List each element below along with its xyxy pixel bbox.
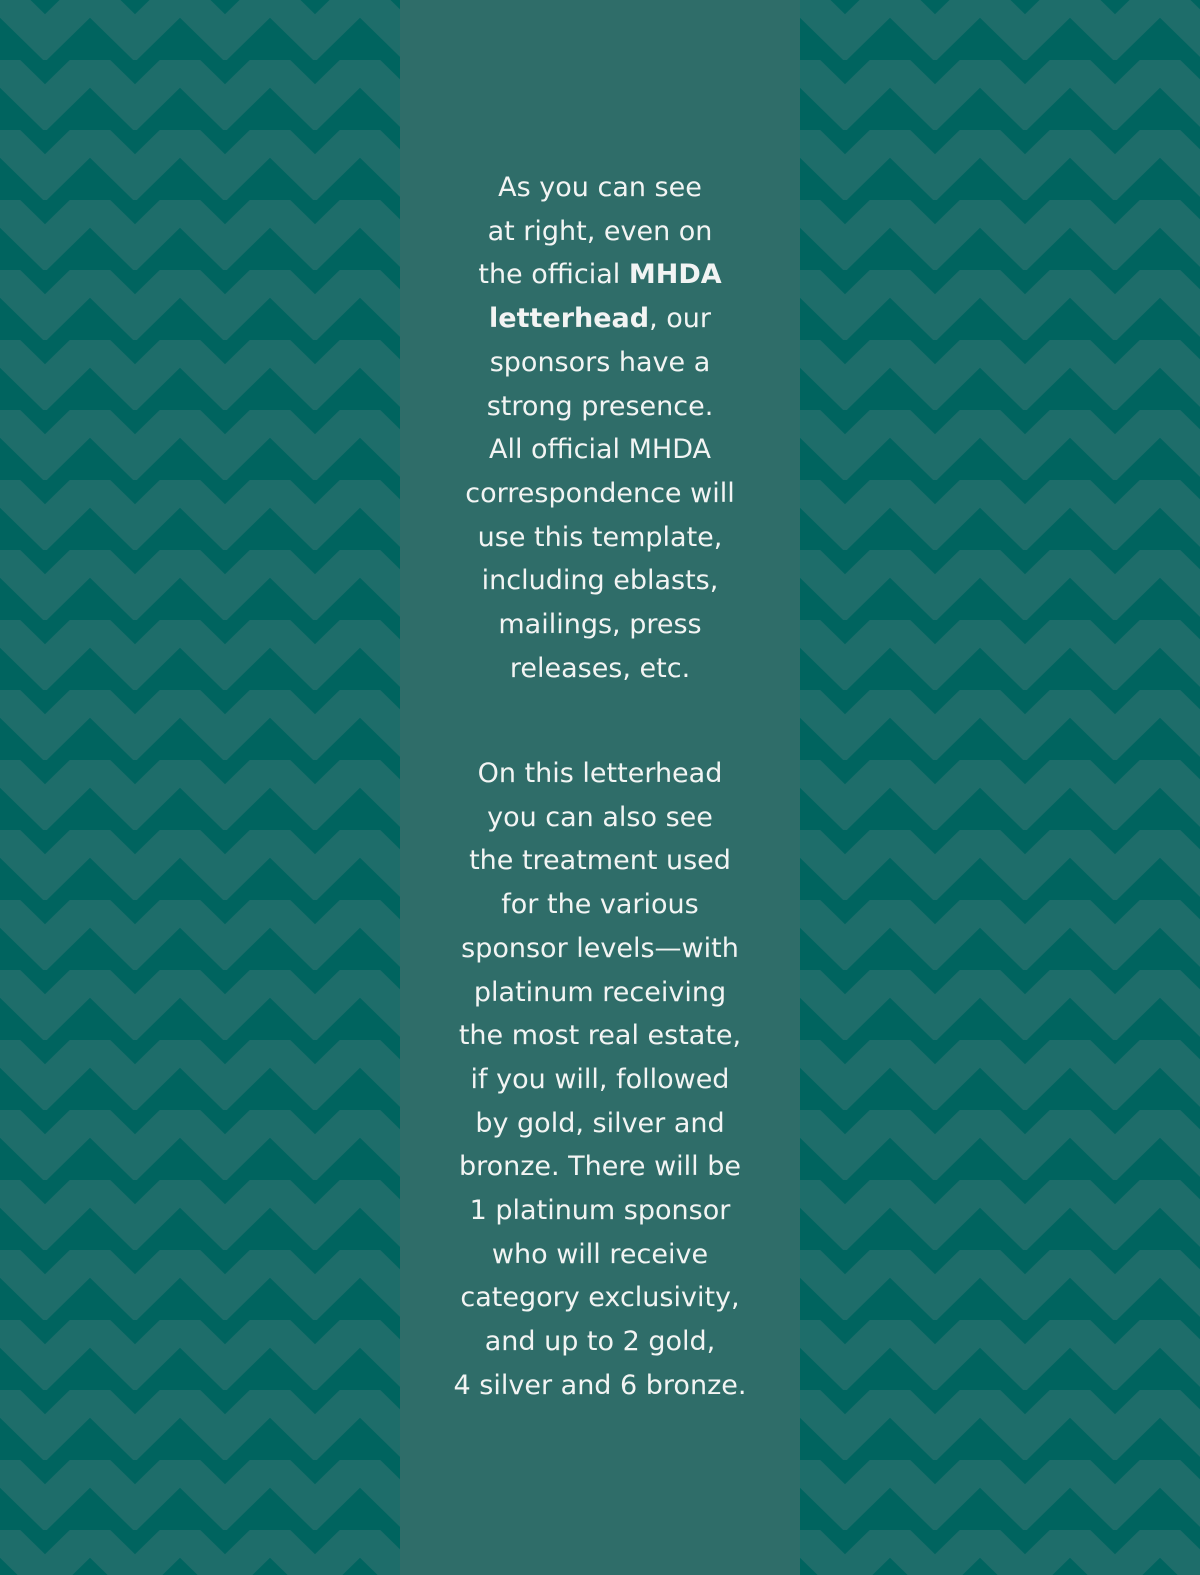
text-line: if you will, followed — [470, 1063, 730, 1095]
text-line: mailings, press — [498, 609, 702, 641]
text-line: including eblasts, — [481, 565, 719, 597]
text-line: and up to 2 gold, — [484, 1326, 716, 1358]
text-line: category exclusivity, — [460, 1282, 740, 1314]
text-line: sponsors have a — [489, 346, 711, 378]
text-line: use this template, — [477, 521, 723, 553]
text-line: On this letterhead — [477, 758, 723, 789]
text-line: strong presence. — [486, 390, 714, 422]
text-line: you can also see — [487, 801, 713, 833]
text-line: bronze. There will be — [458, 1151, 742, 1183]
text-line: As you can see — [498, 172, 702, 203]
text-line: the treatment used — [469, 845, 731, 877]
text-line — [400, 253, 800, 297]
text-run: , our — [649, 303, 711, 335]
chevron-pattern-right-graphic — [800, 0, 1200, 1575]
text-line: All official MHDA — [488, 434, 712, 466]
text-line — [400, 297, 800, 341]
text-line: who will receive — [491, 1238, 709, 1270]
bold-text-run: MHDA — [628, 259, 722, 291]
text-line: platinum receiving — [473, 976, 727, 1008]
text-line: the most real estate, — [458, 1020, 742, 1052]
text-line: releases, etc. — [509, 652, 691, 684]
chevron-pattern-right — [800, 0, 1200, 1575]
text-line: by gold, silver and — [475, 1107, 725, 1139]
text-line: 1 platinum sponsor — [469, 1195, 731, 1227]
text-line: correspondence will — [465, 477, 735, 509]
text-line: 4 silver and 6 bronze. — [453, 1369, 747, 1401]
intro-paragraph — [400, 166, 800, 690]
bold-text-run: letterhead — [489, 303, 650, 335]
text-line: for the various — [501, 889, 699, 921]
center-text-panel — [400, 0, 800, 1575]
chevron-pattern-left-graphic — [0, 0, 400, 1575]
text-run: the official — [478, 259, 629, 291]
text-line: at right, even on — [487, 215, 713, 247]
chevron-pattern-left — [0, 0, 400, 1575]
sponsor-levels-paragraph — [400, 752, 800, 1408]
text-line: sponsor levels—with — [461, 932, 739, 964]
